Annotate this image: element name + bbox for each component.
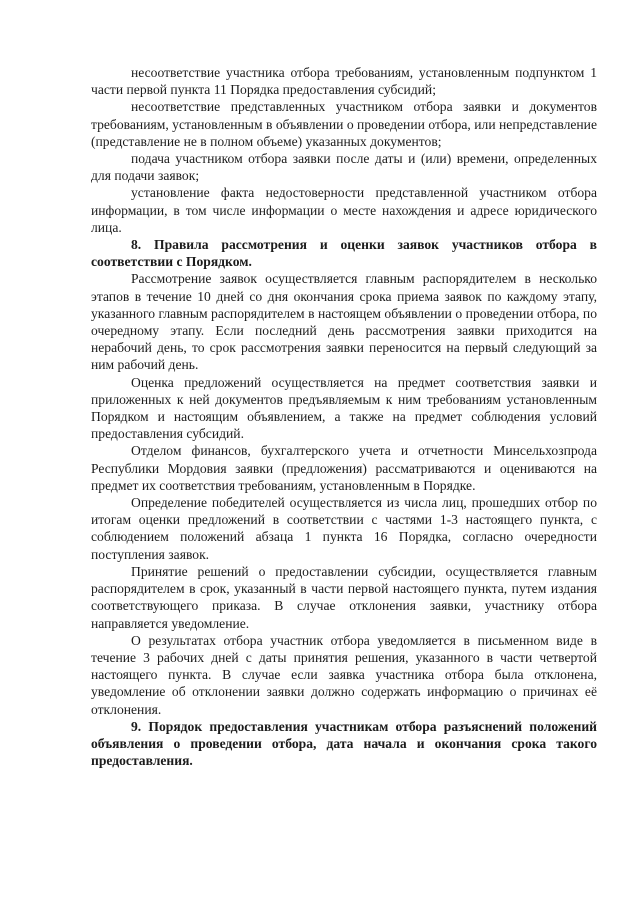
paragraph-evaluation: Оценка предложений осуществляется на предмет соответствия заявки и приложенных к ней документов предъявляемым к ним требованиям установленным Порядком и настоящим объявлением, а также на предмет соблюдения условий предоставления субсидий. bbox=[91, 374, 597, 442]
paragraph-criterion-4: установление факта недостоверности представленной участником отбора информации, в том числе информации о месте нахождения и адресе юридического лица. bbox=[91, 185, 597, 235]
section-8-heading: 8. Правила рассмотрения и оценки заявок участников отбора в соответствии с Порядком. bbox=[91, 237, 597, 270]
document-page bbox=[91, 64, 597, 769]
section-9-heading: 9. Порядок предоставления участникам отбора разъяснений положений объявления о проведении отбора, дата начала и окончания срока такого предоставления. bbox=[91, 718, 597, 769]
paragraph-criterion-3: подача участником отбора заявки после даты и (или) времени, определенных для подачи заявок; bbox=[91, 151, 597, 184]
paragraph-criterion-1: несоответствие участника отбора требованиям, установленным подпунктом 1 части первой пункта 11 Порядка предоставления субсидий; bbox=[91, 65, 597, 98]
paragraph-review-procedure: Рассмотрение заявок осуществляется главным распорядителем в несколько этапов в течение 10 дней со дня окончания срока приема заявок по каждому этапу, указанного главным распорядителем в настоящем объявлении о проведении отбора, по очередному этапу. Если последний день рассмотрения заявки приходится на нерабочий день, то срок рассмотрения заявки переносится на первый следующий за ним рабочий день. bbox=[91, 271, 597, 373]
paragraph-decisions: Принятие решений о предоставлении субсидии, осуществляется главным распорядителем в срок, указанный в части первой настоящего пункта, путем издания соответствующего приказа. В случае отклонения заявки, участнику отбора направляется уведомление. bbox=[91, 563, 597, 631]
paragraph-notification: О результатах отбора участник отбора уведомляется в письменном виде в течение 3 рабочих дней с даты принятия решения, указанного в части четвертой настоящего пункта. В случае если заявка участника отбора была отклонена, уведомление об отклонении заявки должно содержать информацию о причинах её отклонения. bbox=[91, 632, 597, 717]
paragraph-criterion-2: несоответствие представленных участником отбора заявки и документов требованиям, установленным в объявлении о проведении отбора, или непредставление (представление не в полном объеме) указанных документов; bbox=[91, 99, 597, 149]
paragraph-winners: Определение победителей осуществляется из числа лиц, прошедших отбор по итогам оценки предложений в соответствии с частями 1-3 настоящего пункта, с соблюдением положений абзаца 1 пункта 16 Порядка, согласно очередности поступления заявок. bbox=[91, 495, 597, 562]
paragraph-finance-department: Отделом финансов, бухгалтерского учета и отчетности Минсельхозпрода Республики Мордовия заявки (предложения) рассматриваются и оцениваются на предмет их соответствия требованиям, установленным в Порядке. bbox=[91, 443, 597, 493]
